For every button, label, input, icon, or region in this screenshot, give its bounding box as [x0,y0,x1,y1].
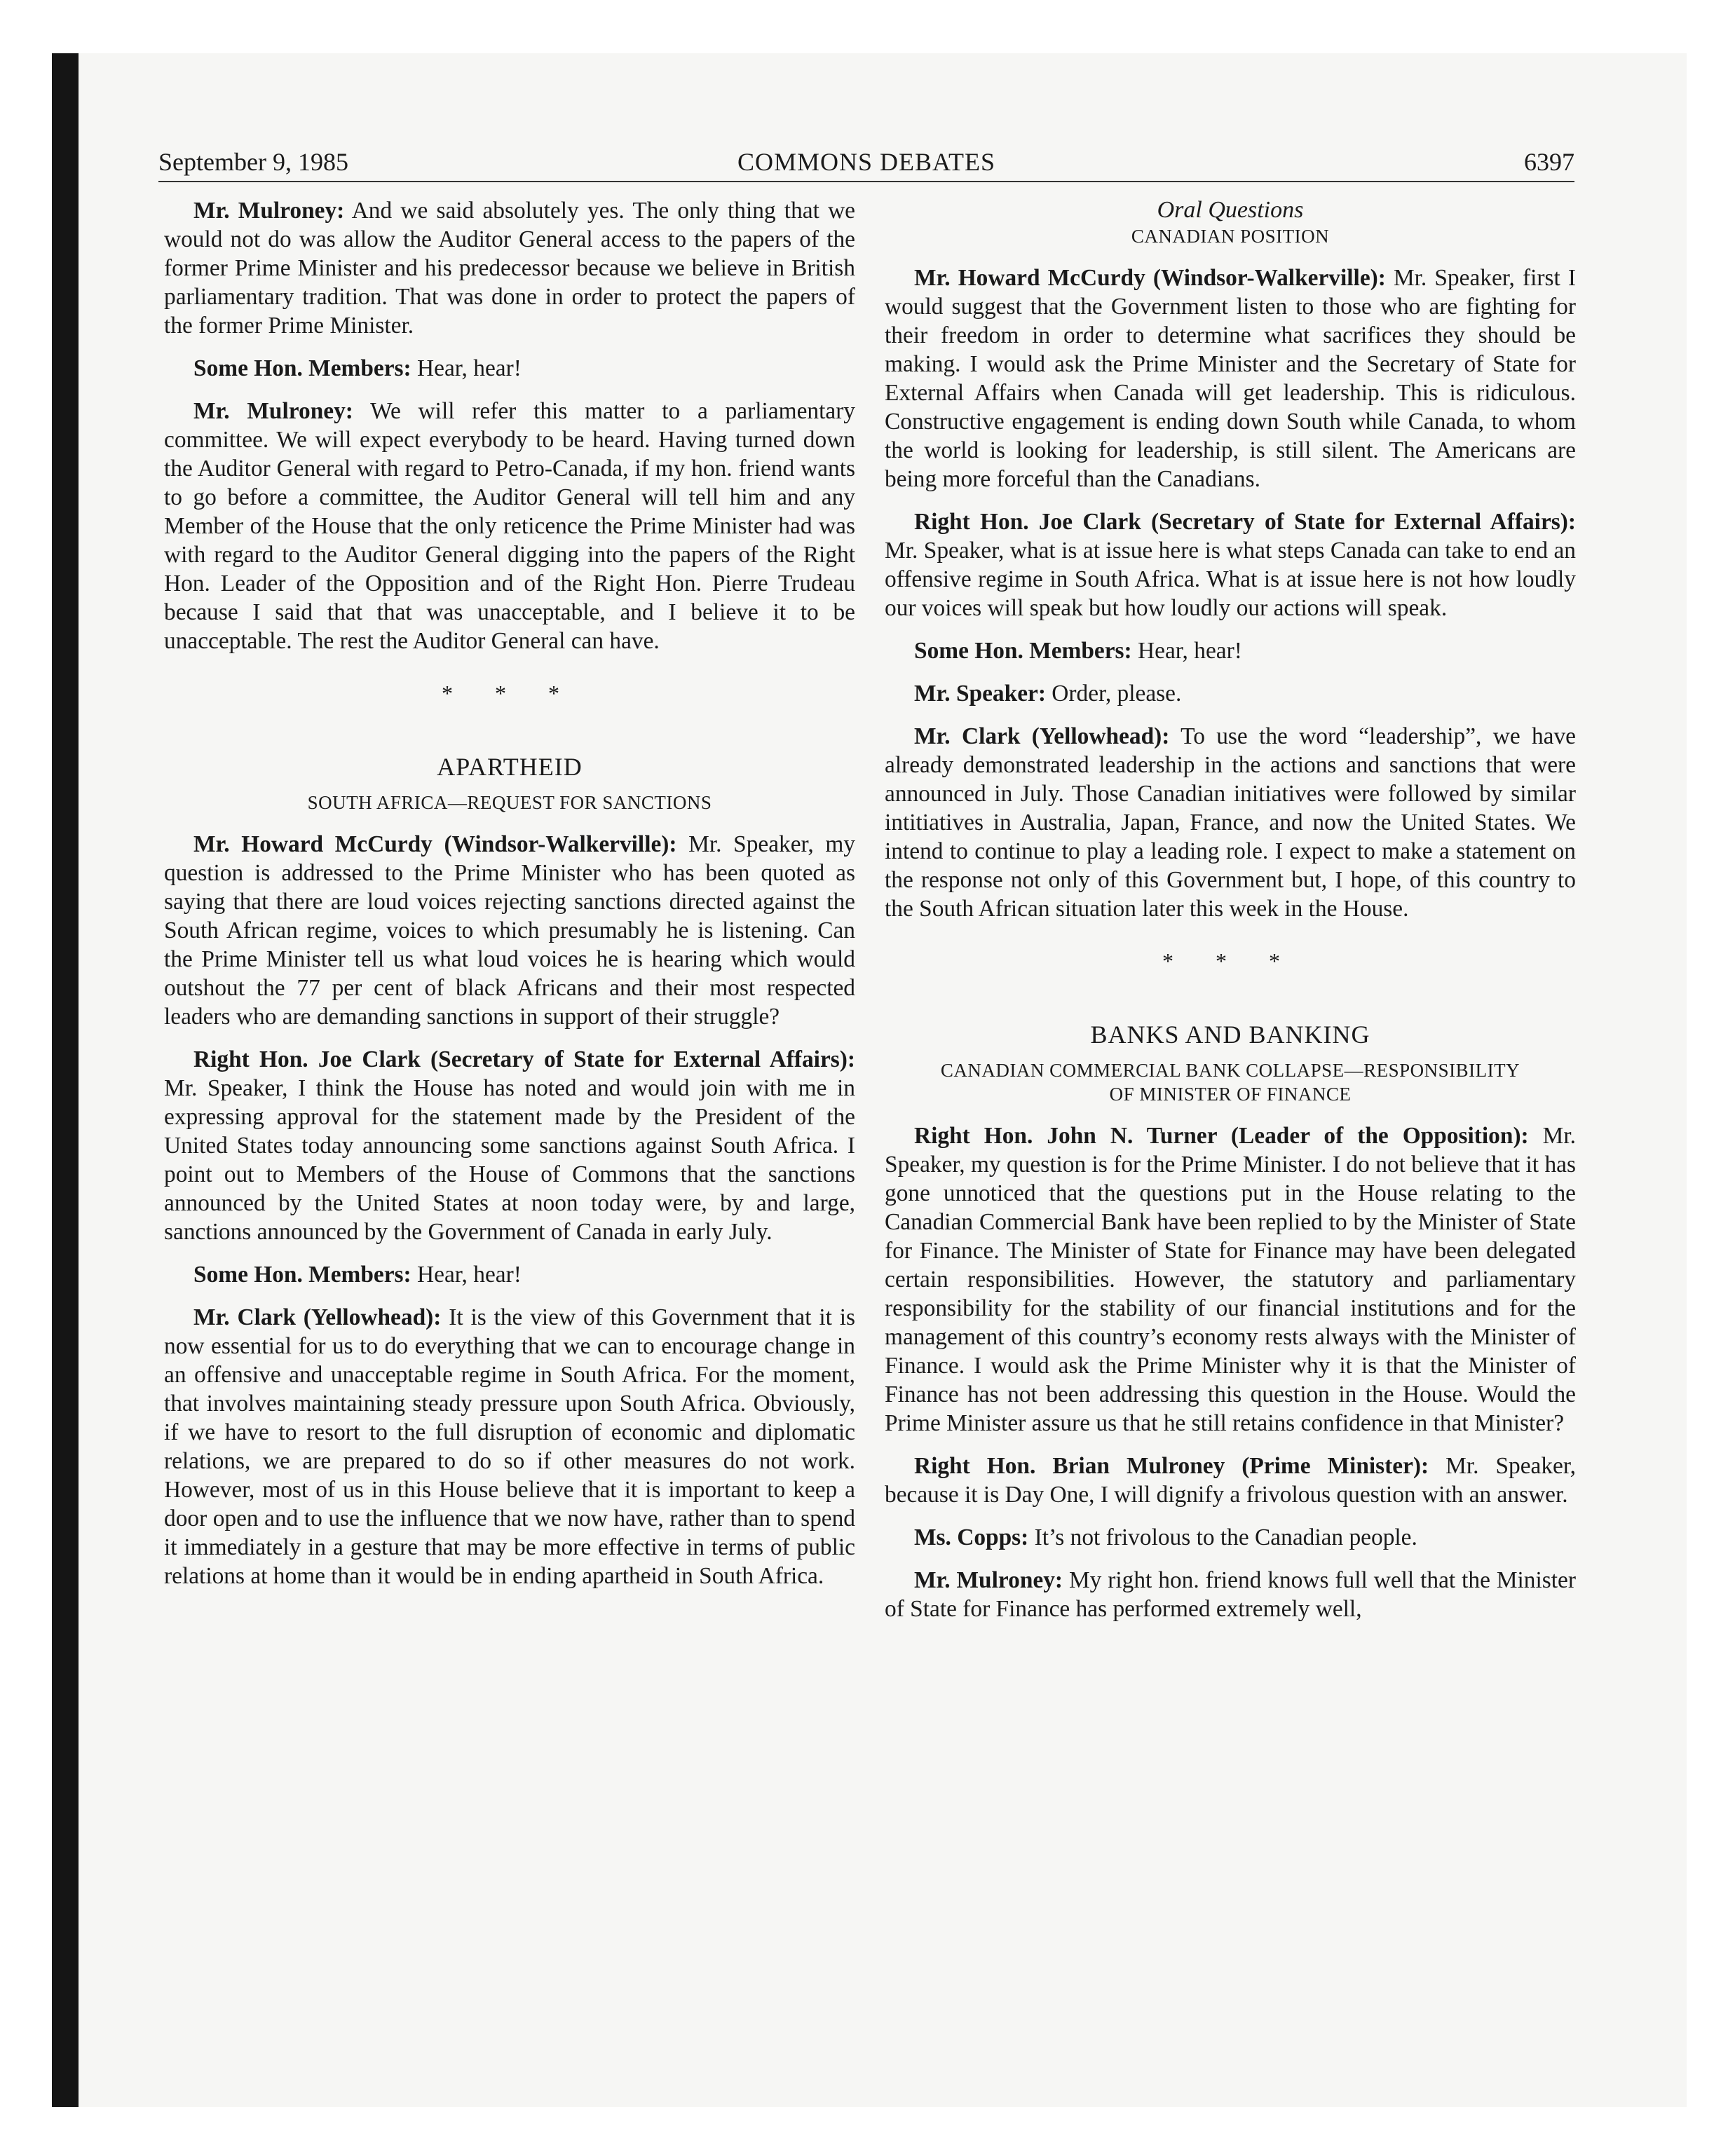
speech-text: Hear, hear! [1131,638,1242,664]
section-divider: * * * [1162,948,1298,974]
speaker-name: Some Hon. Members: [914,638,1132,664]
speech-text: Hear, hear! [411,355,522,381]
running-header [158,147,1574,182]
speech-text: Mr. Speaker, I think the House has noted and would join with me in expressing approval for the statement made by the President of the United States today announcing some sanctions against South Africa. I point out to Members of the House of Commons that the sanctions announced by the United States at noon today were, by and large, sanctions announced by the Government of Canada in early July. [164,1075,855,1245]
speaker-name: Mr. Howard McCurdy (Windsor-Walkerville): [193,831,677,857]
paragraph [164,1260,855,1289]
paragraph [885,264,1576,493]
paragraph [885,679,1576,708]
speech-text: Hear, hear! [411,1262,522,1288]
paragraph [164,354,855,383]
section-subheading: SOUTH AFRICA—REQUEST FOR SANCTIONS [307,792,712,813]
speaker-name: Some Hon. Members: [193,355,411,381]
speech-text: Mr. Speaker, first I would suggest that the Government listen to those who are fighting for their freedom in order to determine what sacrifices they should be making. I would ask the Prime Minister and the Secretary of State for External Affairs when Canada will get leadership. This is ridiculous. Constructive engagement is ending down South while Canada, to whom the world is looking for leadership, is still silent. The Americans are being more forceful than the Canadians. [885,265,1576,492]
speech-text: Mr. Speaker, my question is addressed to the Prime Minister who has been quoted as saying that there are loud voices rejecting sanctions directed against the South African regime, voices to which presumably he is listening. Can the Prime Minister tell us what loud voices he is hearing which would outshout the 77 per cent of black Africans and their most respected leaders who are demanding sanctions in support of their struggle? [164,831,855,1030]
section-subheading: CANADIAN POSITION [1131,226,1330,247]
section-heading: APARTHEID [437,753,583,781]
paragraph [164,397,855,655]
speech-text: And we said absolutely yes. The only thing that we would not do was allow the Auditor General access to the papers of the former Prime Minister and his predecessor because we believe in British parliamentary tradition. That was done in order to protect the papers of the former Prime Minister. [164,198,855,339]
speaker-name: Ms. Copps: [914,1524,1029,1550]
speech-text: Order, please. [1045,681,1182,707]
paragraph [885,1121,1576,1438]
speaker-name: Mr. Mulroney: [193,198,345,224]
speaker-name: Right Hon. Brian Mulroney (Prime Minister): [914,1453,1429,1479]
speaker-name: Mr. Howard McCurdy (Windsor-Walkerville): [914,265,1386,291]
speech-text: Mr. Speaker, my question is for the Prime Minister. I do not believe that it has gone unnoticed that the questions put in the House relating to the Canadian Commercial Bank have been replied to by the Minister of State for Finance. The Minister of State for Finance may have been delegated certain responsibilities. However, the statutory and parliamentary responsibility for the stability of our financial institutions and for the management of this country’s economy rests always with the Minister of Finance. I would ask the Prime Minister why it is that the Minister of Finance has not been addressing this question in the House. Would the Prime Minister assure us that he still retains confidence in that Minister? [885,1123,1576,1436]
paragraph [164,1045,855,1246]
section-subheading: OF MINISTER OF FINANCE [1109,1084,1352,1105]
speaker-name: Some Hon. Members: [193,1262,411,1288]
speech-text: To use the word “leadership”, we have already demonstrated leadership in the actions and sanctions that were announced in July. Those Canadian initiatives were followed by similar intitiatives in Australia, Japan, France, and now the United States. We intend to continue to play a leading role. I expect to make a statement on the response not only of this Government but, I hope, of this country to the South African situation later this week in the House. [885,723,1577,922]
section-divider: * * * [442,681,578,706]
speech-text: We will refer this matter to a parliamentary committee. We will expect everybody to be heard. Having turned down the Auditor General with regard to Petro-Canada, if my hon. friend wants to go before a committee, the Auditor General will tell him and any Member of the House that the only reticence the Prime Minister had was with regard to the Auditor General digging into the papers of the Right Hon. Leader of the Opposition and of the Right Hon. Pierre Trudeau because I said that that was unacceptable, and I believe it to be unacceptable. The rest the Auditor General can have. [164,398,856,654]
speech-text: Mr. Speaker, because it is Day One, I will dignify a frivolous question with an answer. [885,1453,1577,1508]
paragraph [164,196,855,340]
paragraph [164,830,855,1031]
rubric-title: Oral Questions [1157,197,1304,223]
paragraph [885,1452,1576,1509]
speech-text: My right hon. friend knows full well that the Minister of State for Finance has performed extremely well, [885,1567,1576,1622]
header-title: COMMONS DEBATES [737,148,996,176]
paragraph [885,636,1576,665]
paragraph [164,1303,855,1590]
speaker-name: Mr. Speaker: [914,681,1046,707]
speaker-name: Right Hon. Joe Clark (Secretary of State for External Affairs): [193,1046,855,1072]
speaker-name: Right Hon. Joe Clark (Secretary of State for External Affairs): [914,509,1576,535]
speech-text: Mr. Speaker, what is at issue here is what steps Canada can take to end an offensive regime in South Africa. What is at issue here is not how loudly our voices will speak but how loudly our actions will speak. [885,538,1576,621]
paragraph [885,722,1576,923]
speech-text: It’s not frivolous to the Canadian people. [1028,1524,1417,1550]
right-column [885,196,1576,1637]
speech-text: It is the view of this Government that it is now essential for us to do everything that we can to encourage change in an offensive and unacceptable regime in South Africa. For the moment, that involves maintaining steady pressure upon South Africa. Obviously, if we have to resort to the full disruption of economic and diplomatic relations, we are prepared to do so if other measures do not work. However, most of us in this House believe that it is important to keep a door open and to use the influence that we now have, rather than to spend it immediately in a gesture that may be more effective in terms of public relations at home than it would be in ending apartheid in South Africa. [164,1304,856,1589]
left-column [164,196,855,1604]
paragraph [885,1523,1576,1552]
speaker-name: Mr. Mulroney: [914,1567,1063,1593]
section-subheading: CANADIAN COMMERCIAL BANK COLLAPSE—RESPONSIBILITY [940,1060,1520,1081]
paragraph [885,507,1576,622]
speaker-name: Mr. Mulroney: [193,398,353,424]
speaker-name: Right Hon. John N. Turner (Leader of the Opposition): [914,1123,1529,1149]
binding-edge [52,53,79,2107]
paragraph [885,1566,1576,1623]
speaker-name: Mr. Clark (Yellowhead): [914,723,1170,749]
section-heading: BANKS AND BANKING [1090,1021,1370,1049]
speaker-name: Mr. Clark (Yellowhead): [193,1304,442,1330]
page-number: 6397 [1524,148,1574,176]
header-date: September 9, 1985 [158,148,348,176]
